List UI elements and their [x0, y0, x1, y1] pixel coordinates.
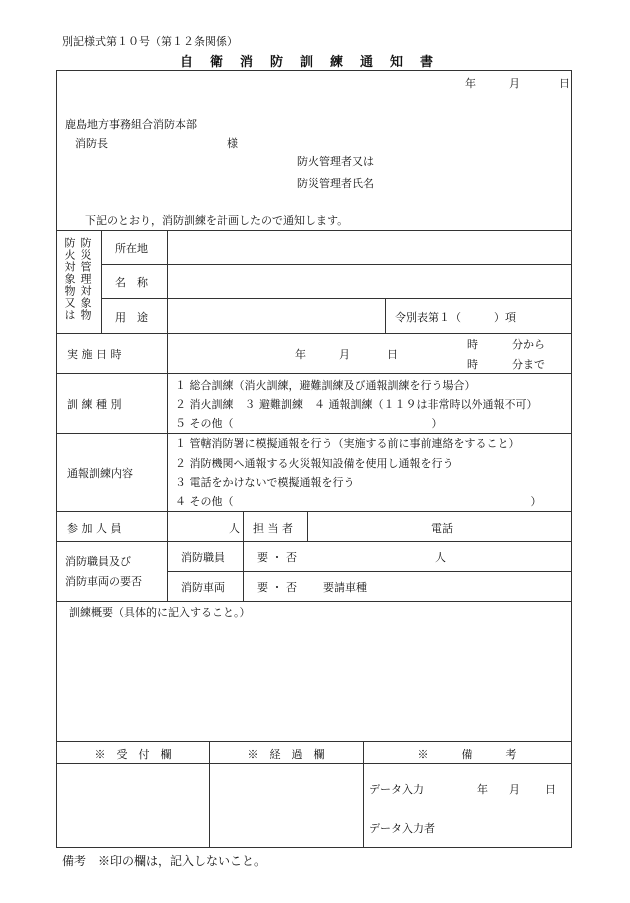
staff-value: 要 ・ 否	[257, 551, 297, 564]
footnote: 備考 ※印の欄は，記入しないこと。	[62, 854, 267, 868]
data-input-label: データ入力	[369, 783, 424, 796]
line-v-use	[385, 298, 386, 333]
staff-unit: 人	[435, 551, 446, 564]
drill-type-line2: ２ 消火訓練 ３ 避難訓練 ４ 通報訓練（１１９は非常時以外通報不可）	[175, 398, 538, 411]
contact-label: 担 当 者	[253, 522, 293, 535]
use-value: 令別表第１（ ）項	[395, 311, 516, 324]
report-drill-line3: ３ 電話をかけないで模擬通報を行う	[175, 476, 355, 489]
vehicle-type: 要請車種	[323, 581, 367, 594]
participants-label: 参 加 人 員	[67, 522, 122, 535]
line-h6	[57, 433, 571, 434]
date-day: 日	[559, 77, 570, 90]
report-drill-label: 通報訓練内容	[67, 467, 133, 480]
target-side-col2: 防火対象物又は	[63, 237, 76, 321]
phone-label: 電話	[431, 522, 453, 535]
line-h9	[167, 571, 571, 572]
data-person-label: データ入力者	[369, 822, 435, 835]
report-drill-line4: ４ その他（ ）	[175, 495, 542, 508]
schedule-year: 年	[295, 348, 306, 361]
addressee-org: 鹿島地方事務組合消防本部	[65, 118, 197, 131]
schedule-until: 分まで	[512, 358, 545, 371]
line-v-staff	[243, 541, 244, 601]
name-label: 名 称	[115, 276, 148, 289]
remarks-label: ※ 備 考	[417, 748, 517, 761]
schedule-month: 月	[339, 348, 350, 361]
vehicle-value: 要 ・ 否	[257, 581, 297, 594]
form-label: 別記様式第１０号（第１２条関係）	[62, 35, 238, 48]
location-label: 所在地	[115, 242, 148, 255]
page-title: 自衛消防訓練通知書	[179, 55, 450, 70]
vehicle-label: 消防車両	[181, 581, 225, 594]
data-input-year: 年	[477, 783, 488, 796]
drill-type-line3: ５ その他（ ）	[175, 417, 443, 430]
summary-label: 訓練概要（具体的に記入すること。）	[69, 606, 251, 619]
sender-line1: 防火管理者又は	[297, 155, 374, 168]
staff-label: 消防職員	[181, 551, 225, 564]
schedule-label: 実 施 日 時	[67, 348, 122, 361]
line-h4	[57, 333, 571, 334]
use-label: 用 途	[115, 311, 148, 324]
intro-text: 下記のとおり，消防訓練を計画したので通知します。	[85, 214, 349, 227]
schedule-hour1: 時	[467, 338, 478, 351]
sender-line2: 防災管理者氏名	[297, 177, 374, 190]
date-year: 年	[465, 77, 476, 90]
drill-type-line1: １ 総合訓練（消火訓練，避難訓練及び通報訓練を行う場合）	[175, 379, 476, 392]
line-h10	[57, 601, 571, 602]
line-v-person	[243, 511, 244, 541]
progress-label: ※ 経 過 欄	[247, 748, 325, 761]
line-h12	[57, 763, 571, 764]
schedule-hour2: 時	[467, 358, 478, 371]
schedule-from: 分から	[512, 338, 545, 351]
fire-staff-label-line2: 消防車両の要否	[65, 575, 142, 588]
form-frame	[56, 70, 572, 848]
line-h11	[57, 741, 571, 742]
fire-staff-label-line1: 消防職員及び	[65, 555, 131, 568]
line-h7	[57, 511, 571, 512]
line-v-label	[167, 230, 168, 601]
schedule-day: 日	[387, 348, 398, 361]
data-input-month: 月	[509, 783, 520, 796]
line-h8	[57, 541, 571, 542]
drill-type-label: 訓 練 種 別	[67, 398, 122, 411]
line-h3	[101, 298, 571, 299]
line-v-contact	[307, 511, 308, 541]
line-h5	[57, 373, 571, 374]
report-drill-line2: ２ 消防機関へ通報する火災報知設備を使用し通報を行う	[175, 457, 454, 470]
data-input-day: 日	[545, 783, 556, 796]
line-h1	[57, 230, 571, 231]
target-side-col1: 防災管理対象物	[79, 237, 92, 321]
participants-unit: 人	[229, 522, 240, 535]
addressee-chief: 消防長	[75, 137, 108, 150]
line-h2	[101, 264, 571, 265]
line-v-target-side	[101, 230, 102, 333]
report-drill-line1: １ 管轄消防署に模擬通報を行う（実施する前に事前連絡をすること）	[175, 437, 520, 450]
date-month: 月	[509, 77, 520, 90]
reception-label: ※ 受 付 欄	[94, 748, 172, 761]
addressee-honorific: 様	[227, 137, 238, 150]
